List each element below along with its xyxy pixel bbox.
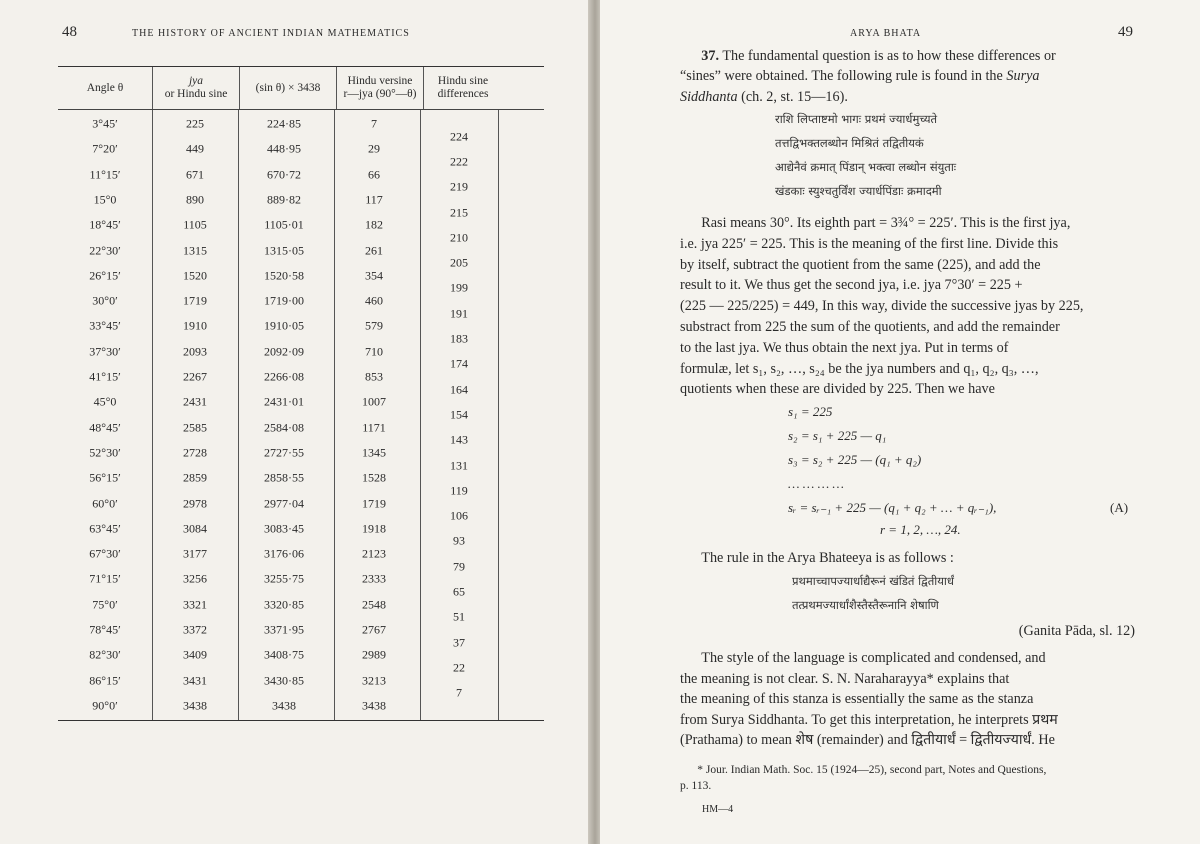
table-cell: 2092·09 xyxy=(264,344,304,359)
table-cell: 26°15′ xyxy=(89,268,121,283)
difference-cell: 205 xyxy=(450,255,468,270)
table-cell: 1528 xyxy=(362,470,386,485)
table-cell: 7°20′ xyxy=(92,141,118,156)
table-cell: 30°0′ xyxy=(92,293,118,308)
table-cell: 1910·05 xyxy=(264,318,304,333)
table-cell: 670·72 xyxy=(267,167,301,182)
left-folio: 48 xyxy=(62,24,77,40)
right-page xyxy=(600,0,1200,844)
table-cell: 579 xyxy=(365,318,383,333)
table-cell: 2728 xyxy=(183,445,207,460)
table-cell: 3255·75 xyxy=(264,571,304,586)
footnote: * Jour. Indian Math. Soc. 15 (1924—25), second part, Notes and Questions, p. 113. xyxy=(680,764,1047,792)
table-cell: 2978 xyxy=(183,496,207,510)
table-cell: 1719·00 xyxy=(264,293,304,308)
col-divider xyxy=(334,110,335,720)
table-cell: 671 xyxy=(186,167,204,182)
table-cell: 2548 xyxy=(362,597,386,612)
col-divider xyxy=(238,110,239,720)
table-cell: 3371·95 xyxy=(264,622,304,637)
table-cell: 117 xyxy=(365,192,383,207)
sanskrit-verse-line: खंडकाः स्युश्चतुर्विंश ज्यार्धपिंडाः क्रमादमी xyxy=(775,184,942,198)
table-cell: 48°45′ xyxy=(89,420,121,435)
rule-line: The rule in the Arya Bhateeya is as follows : xyxy=(701,550,954,566)
table-cell: 1315 xyxy=(183,243,207,257)
table-cell: 2093 xyxy=(183,344,207,359)
table-cell: 3177 xyxy=(183,546,207,561)
table-cell: 2989 xyxy=(362,647,386,662)
table-cell: 182 xyxy=(365,217,383,232)
equation: s₂ = s₁ + 225 — q₁ xyxy=(788,428,887,443)
right-running-head: ARYA BHATA xyxy=(850,28,922,39)
table-cell: 1105·01 xyxy=(264,217,304,232)
difference-cell: 222 xyxy=(450,154,468,169)
table-cell: 2431·01 xyxy=(264,394,304,409)
difference-cell: 143 xyxy=(450,432,468,447)
right-folio: 49 xyxy=(1118,24,1133,40)
table-header xyxy=(58,67,544,110)
difference-cell: 215 xyxy=(450,205,468,220)
col-header-versine: Hindu versine r—jya (90°—θ) xyxy=(337,67,424,109)
table-cell: 2585 xyxy=(183,420,207,435)
table-cell: 2727·55 xyxy=(264,445,304,460)
table-cell: 18°45′ xyxy=(89,217,121,232)
table-cell: 3438 xyxy=(183,698,207,713)
table-cell: 29 xyxy=(368,141,380,156)
difference-cell: 7 xyxy=(456,685,462,700)
difference-cell: 191 xyxy=(450,306,468,321)
table-cell: 890 xyxy=(186,192,204,207)
sanskrit-verse-line: तत्प्रथमज्यार्धांशैस्तैस्तैरूनानि शेषाणि xyxy=(792,598,939,612)
table-cell: 1719 xyxy=(362,496,386,510)
table-cell: 75°0′ xyxy=(92,597,118,612)
table-cell: 3256 xyxy=(183,571,207,586)
difference-cell: 37 xyxy=(453,635,465,650)
equation: sᵣ = sᵣ₋₁ + 225 — (q₁ + q₂ + … + qᵣ₋₁), xyxy=(788,500,997,515)
table-body xyxy=(58,110,544,720)
table-cell: 3372 xyxy=(183,622,207,637)
equation: s₃ = s₂ + 225 — (q₁ + q₂) xyxy=(788,452,922,467)
table-cell: 1520·58 xyxy=(264,268,304,283)
left-page xyxy=(0,0,592,844)
table-cell: 1520 xyxy=(183,268,207,283)
paragraph-style: The style of the language is complicated and condensed, and the meaning is not clear. S. N. Naraharayya* explains that the meaning of this stanza is essentially the same as the stanza from Surya Siddhanta. To get this interpretation, he interprets प्रथम (Prathama) to mean शेष (remainder) and द्वितीयार्धं = द्वितीयज्यार्धं. He xyxy=(680,650,1058,749)
table-cell: 1007 xyxy=(362,394,386,409)
table-cell: 11°15′ xyxy=(89,167,121,182)
table-cell: 3°45′ xyxy=(92,116,118,131)
table-cell: 3084 xyxy=(183,521,207,536)
table-cell: 71°15′ xyxy=(89,571,121,586)
citation: (Ganita Pāda, sl. 12) xyxy=(1018,623,1135,639)
difference-cell: 183 xyxy=(450,331,468,346)
table-cell: 261 xyxy=(365,243,383,257)
table-cell: 3438 xyxy=(362,698,386,713)
table-cell: 1345 xyxy=(362,445,386,460)
table-cell: 66 xyxy=(368,167,380,182)
table-cell: 448·95 xyxy=(267,141,301,156)
table-cell: 853 xyxy=(365,369,383,384)
table-cell: 3213 xyxy=(362,673,386,688)
table-cell: 2858·55 xyxy=(264,470,304,485)
table-cell: 2333 xyxy=(362,571,386,586)
table-cell: 224·85 xyxy=(267,116,301,131)
table-cell: 22°30′ xyxy=(89,243,121,257)
table-cell: 460 xyxy=(365,293,383,308)
table-cell: 41°15′ xyxy=(89,369,121,384)
difference-cell: 65 xyxy=(453,584,465,599)
table-cell: 86°15′ xyxy=(89,673,121,688)
table-cell: 90°0′ xyxy=(92,698,118,713)
table-cell: 889·82 xyxy=(267,192,301,207)
table-cell: 63°45′ xyxy=(89,521,121,536)
table-cell: 354 xyxy=(365,268,383,283)
table-cell: 1105 xyxy=(183,217,207,232)
paragraph-37: 37. The fundamental question is as to how these differences or “sines” were obtained. The following rule is found in the Surya Siddhanta (ch. 2, st. 15—16). xyxy=(680,48,1056,105)
col-header-jya: jya or Hindu sine xyxy=(153,67,240,109)
difference-cell: 174 xyxy=(450,356,468,371)
table-cell: 1910 xyxy=(183,318,207,333)
difference-cell: 154 xyxy=(450,407,468,422)
difference-cell: 106 xyxy=(450,508,468,523)
table-cell: 3176·06 xyxy=(264,546,304,561)
equation: s₁ = 225 xyxy=(788,404,833,419)
table-cell: 449 xyxy=(186,141,204,156)
signature-mark: HM—4 xyxy=(702,804,734,815)
table-cell: 15°0 xyxy=(93,192,117,207)
table-cell: 2267 xyxy=(183,369,207,384)
table-cell: 52°30′ xyxy=(89,445,121,460)
difference-cell: 79 xyxy=(453,559,465,574)
table-cell: 3320·85 xyxy=(264,597,304,612)
col-divider xyxy=(420,110,421,720)
difference-cell: 119 xyxy=(450,483,468,498)
difference-cell: 224 xyxy=(450,129,468,144)
difference-cell: 164 xyxy=(450,382,468,397)
sanskrit-verse-line: तत्तद्विभक्तलब्धोन मिश्रितं तद्वितीयकं xyxy=(775,136,924,150)
left-running-head: THE HISTORY OF ANCIENT INDIAN MATHEMATICS xyxy=(132,28,410,39)
table-cell: 1719 xyxy=(183,293,207,308)
table-cell: 2859 xyxy=(183,470,207,485)
sine-table xyxy=(58,66,544,721)
difference-cell: 22 xyxy=(453,660,465,675)
paragraph-rasi: Rasi means 30°. Its eighth part = 3¾° = 225′. This is the first jya, i.e. jya 225′ = 225. This is the meaning of the first line. Divide this by itself, subtract the quotient from the same (225), and add the result to it. We thus get the second jya, i.e. jya 7°30′ = 225 + (225 — 225/225) = 449, In this way, divide the successive jyas by 225, substract from 225 the sum of the quotients, and add the remainder to the last jya. We thus obtain the next jya. Put in terms of formulæ, let s₁, s₂, …, s₂₄ be the jya numbers and q₁, q₂, q₃, …, quotients when these are divided by 225. Then we have xyxy=(680,215,1084,398)
difference-cell: 93 xyxy=(453,533,465,548)
table-cell: 2123 xyxy=(362,546,386,561)
equation-ellipsis: … … … … xyxy=(788,476,844,491)
table-cell: 78°45′ xyxy=(89,622,121,637)
table-cell: 2431 xyxy=(183,394,207,409)
table-cell: 1918 xyxy=(362,521,386,536)
table-cell: 33°45′ xyxy=(89,318,121,333)
table-cell: 56°15′ xyxy=(89,470,121,485)
difference-cell: 199 xyxy=(450,280,468,295)
paragraph-number: 37. xyxy=(701,48,720,64)
table-cell: 2584·08 xyxy=(264,420,304,435)
sanskrit-verse-line: आद्येनैवं क्रमात् पिंडान् भक्त्वा लब्धोन संयुताः xyxy=(775,160,957,174)
col-divider xyxy=(152,110,153,720)
table-cell: 3431 xyxy=(183,673,207,688)
table-cell: 60°0′ xyxy=(92,496,118,510)
difference-cell: 219 xyxy=(450,179,468,194)
col-header-angle: Angle θ xyxy=(58,67,153,109)
table-cell: 225 xyxy=(186,116,204,131)
table-cell: 67°30′ xyxy=(89,546,121,561)
col-divider xyxy=(498,110,499,720)
equation-range: r = 1, 2, …, 24. xyxy=(880,522,961,537)
table-cell: 7 xyxy=(371,116,377,131)
table-cell: 3408·75 xyxy=(264,647,304,662)
table-cell: 3438 xyxy=(272,698,296,713)
table-cell: 37°30′ xyxy=(89,344,121,359)
col-header-sin3438: (sin θ) × 3438 xyxy=(240,67,337,109)
table-cell: 710 xyxy=(365,344,383,359)
table-cell: 3083·45 xyxy=(264,521,304,536)
table-cell: 2977·04 xyxy=(264,496,304,510)
sanskrit-verse-line: प्रथमाच्चापज्यार्धाद्यैरूनं खंडितं द्वितीयार्धं xyxy=(792,574,954,588)
table-cell: 2767 xyxy=(362,622,386,637)
table-cell: 1315·05 xyxy=(264,243,304,257)
equation-label: (A) xyxy=(1110,500,1129,515)
col-header-differences: Hindu sine differences xyxy=(437,75,489,100)
table-cell: 45°0 xyxy=(93,394,117,409)
difference-cell: 210 xyxy=(450,230,468,245)
difference-cell: 51 xyxy=(453,609,465,624)
table-cell: 3409 xyxy=(183,647,207,662)
difference-cell: 131 xyxy=(450,458,468,473)
table-cell: 82°30′ xyxy=(89,647,121,662)
table-cell: 2266·08 xyxy=(264,369,304,384)
table-cell: 1171 xyxy=(362,420,386,435)
table-cell: 3430·85 xyxy=(264,673,304,688)
table-cell: 3321 xyxy=(183,597,207,612)
sanskrit-verse-line: राशि लिप्ताष्टमो भागः प्रथमं ज्यार्धमुच्यते xyxy=(775,112,938,126)
